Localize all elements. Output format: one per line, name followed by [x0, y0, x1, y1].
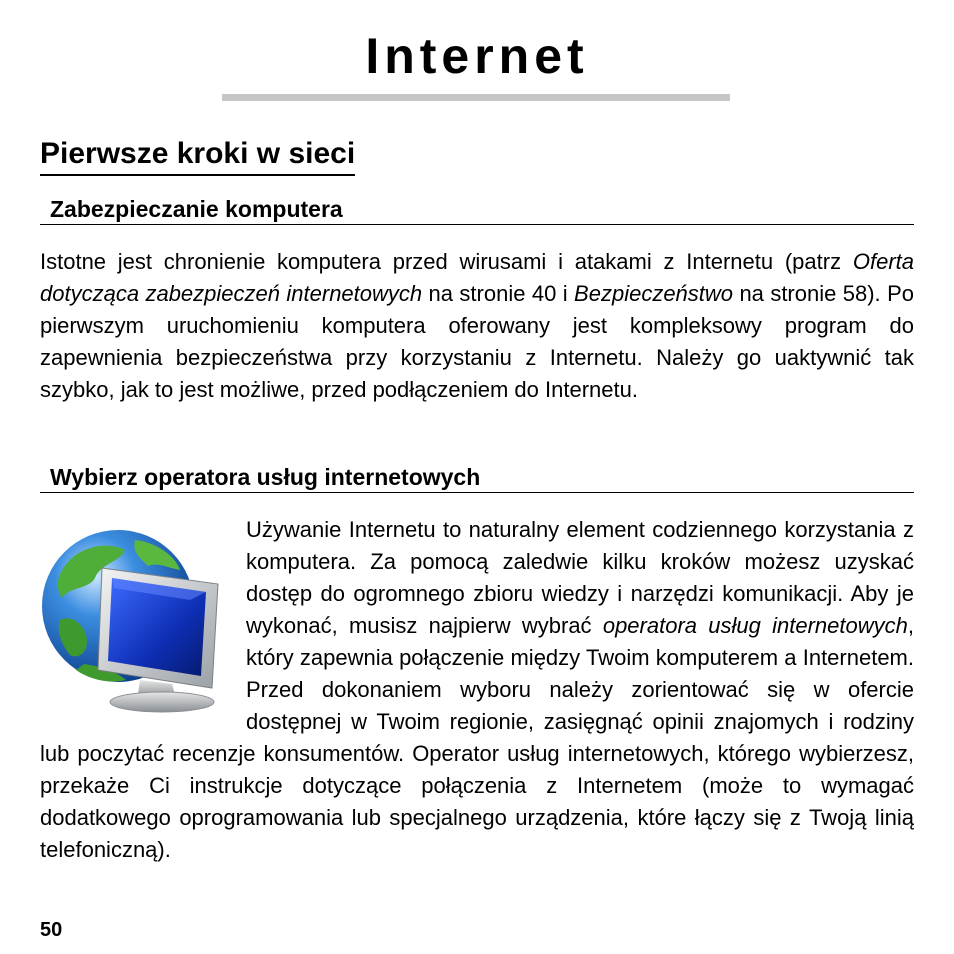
text-run: na stronie 40 i: [422, 281, 575, 306]
text-run: , który zapewnia połączenie między Twoim komputerem a Internetem. Przed dokonaniem wyboru należy zorientować się w ofercie dostępnej w Twoim regionie, zasięgnąć opinii znajomych i rodziny lub poczytać recenzje konsumentów. Operator usług internetowych, którego wybierzesz, przekaże Ci instrukcje dotyczące połączenia z Internetem (może to wymagać dodatkowego oprogramowania lub specjalnego urządzenia, które łączy się z Twoją linią telefoniczną).: [40, 613, 914, 862]
subheading-security: Zabezpieczanie komputera: [40, 194, 914, 225]
title-underline-bar: [222, 94, 730, 101]
term-emphasis: operatora usług internetowych: [602, 613, 908, 638]
paragraph-security: [40, 246, 914, 406]
chapter-title: Internet: [365, 28, 589, 84]
subheading-isp: Wybierz operatora usług internetowych: [40, 462, 914, 493]
page-number: 50: [40, 919, 63, 941]
text-run: na stronie 58). Po pierwszym uruchomieniu komputera oferowany jest kompleksowy program do zapewnienia bezpieczeństwa przy korzystaniu z Internetu. Należy go uaktywnić tak szybko, jak to jest możliwe, przed podłączeniem do Internetu.: [40, 281, 914, 402]
globe-with-monitor-icon: [40, 520, 232, 714]
link-reference: Oferta dotycząca zabezpieczeń internetowych: [40, 249, 914, 306]
section-heading: Pierwsze kroki w sieci: [40, 134, 355, 176]
link-reference: Bezpieczeństwo: [574, 281, 734, 306]
text-run: Używanie Internetu to naturalny element codziennego korzystania z komputera. Za pomocą zaledwie kilku kroków możesz uzyskać dostęp do ogromnego zbioru wiedzy i narzędzi komunikacji. Aby je wykonać, musisz najpierw wybrać: [246, 517, 914, 638]
text-run: Istotne jest chronienie komputera przed wirusami i atakami z Internetu (patrz: [40, 249, 853, 274]
paragraph-isp: [40, 514, 914, 866]
